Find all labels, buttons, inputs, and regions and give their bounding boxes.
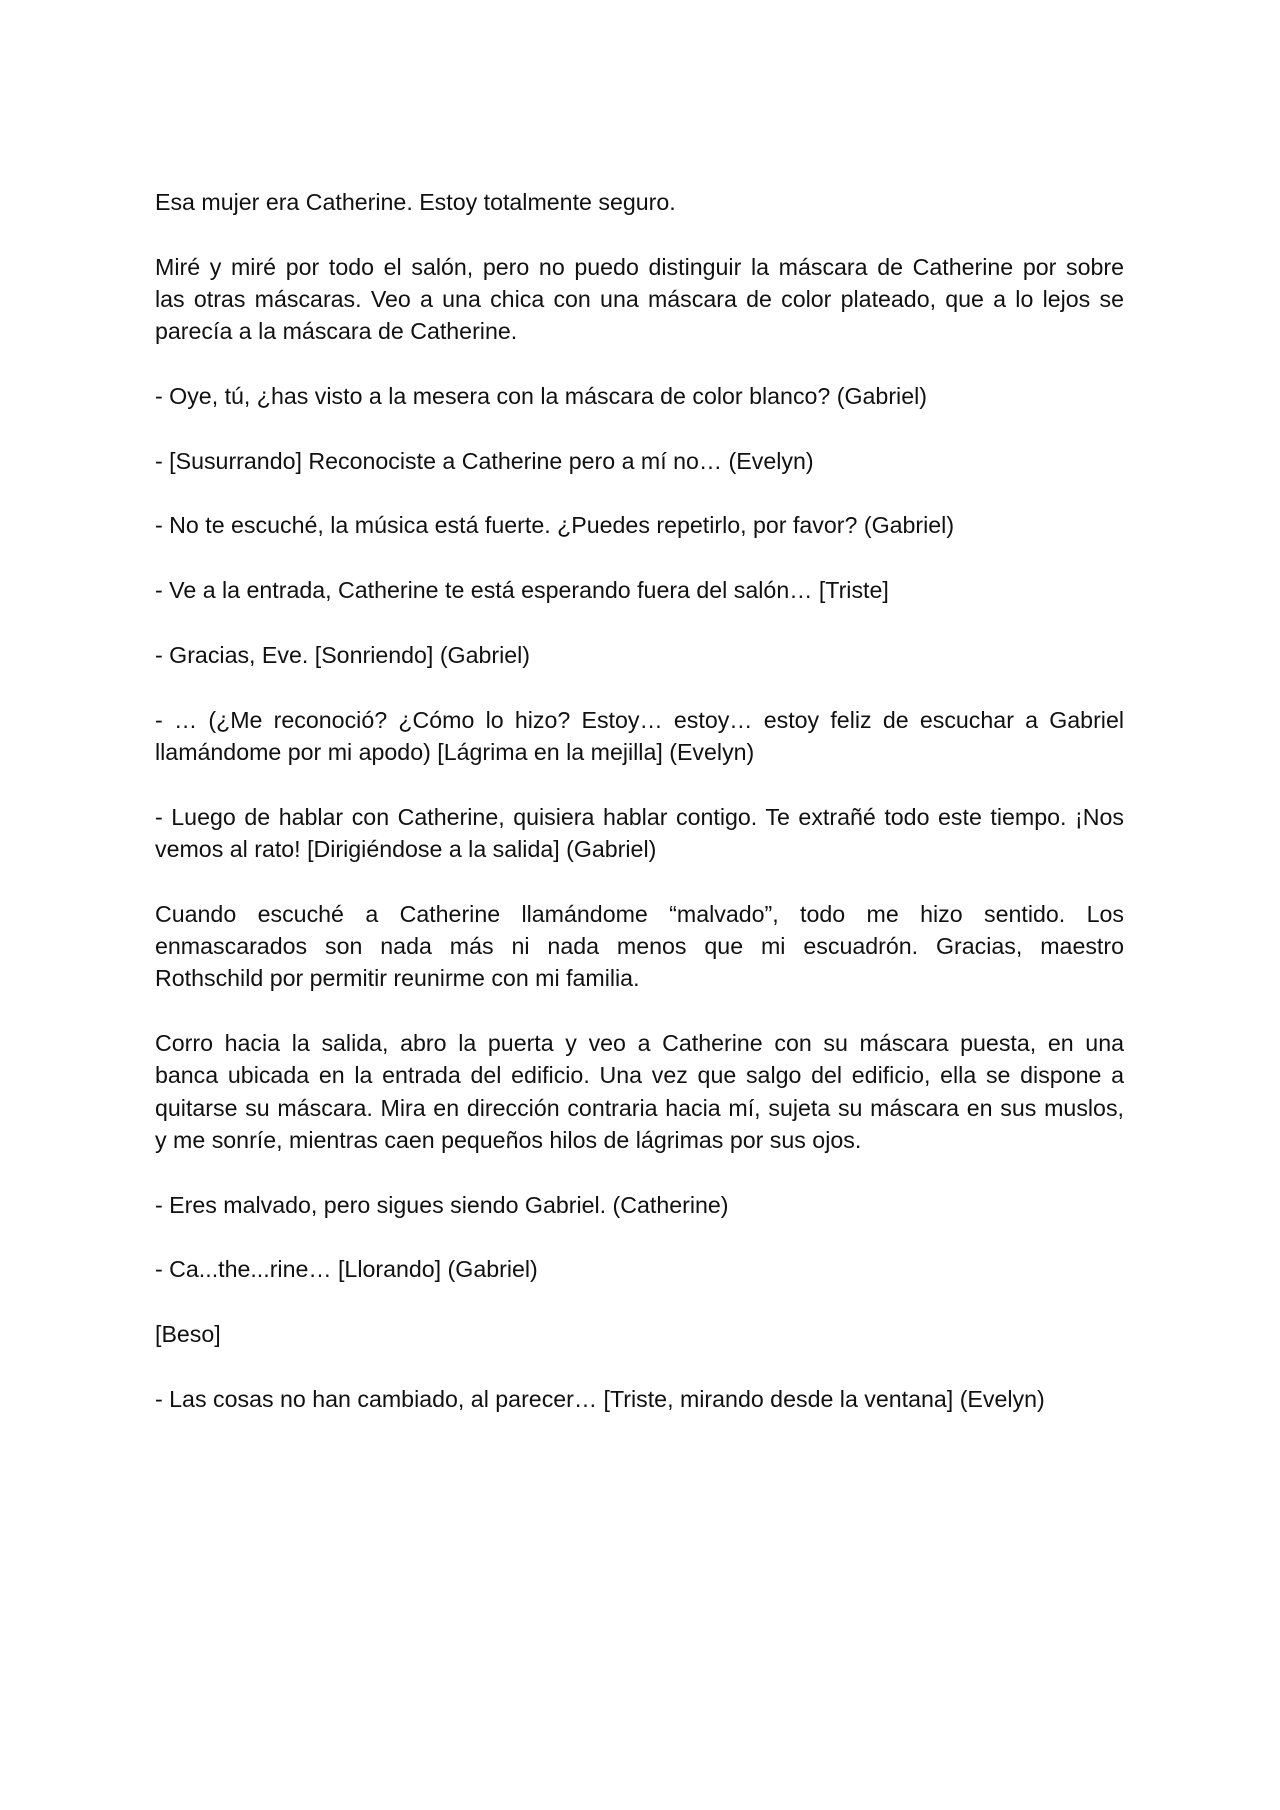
text-line: - No te escuché, la música está fuerte. ¿Puedes repetirlo, por favor? (Gabriel) bbox=[155, 512, 955, 539]
paragraph bbox=[155, 1027, 1124, 1156]
text-line: - Eres malvado, pero sigues siendo Gabriel. (Catherine) bbox=[155, 1191, 729, 1218]
dialogue-line bbox=[155, 1253, 1124, 1285]
text-line: vemos al rato! [Dirigiéndose a la salida] (Gabriel) bbox=[155, 835, 657, 862]
text-line: - Ca...the...rine… [Llorando] (Gabriel) bbox=[155, 1256, 538, 1283]
text-line: [Beso] bbox=[155, 1321, 221, 1348]
text-line: - [Susurrando] Reconociste a Catherine pero a mí no… (Evelyn) bbox=[155, 447, 814, 474]
dialogue-line bbox=[155, 639, 1124, 671]
text-line: Rothschild por permitir reunirme con mi familia. bbox=[155, 965, 640, 992]
text-line: - Las cosas no han cambiado, al parecer… [Triste, mirando desde la ventana] (Evelyn) bbox=[155, 1385, 1045, 1412]
text-line: Esa mujer era Catherine. Estoy totalmente seguro. bbox=[155, 189, 676, 215]
document-body bbox=[155, 186, 1124, 1447]
text-line: Corro hacia la salida, abro la puerta y veo a Catherine con su máscara puesta, en una bbox=[155, 1029, 1124, 1056]
text-line: enmascarados son nada más ni nada menos que mi escuadrón. Gracias, maestro bbox=[155, 932, 1124, 959]
text-line: - Gracias, Eve. [Sonriendo] (Gabriel) bbox=[155, 641, 531, 668]
text-line: y me sonríe, mientras caen pequeños hilos de lágrimas por sus ojos. bbox=[155, 1126, 862, 1153]
text-line: - Luego de hablar con Catherine, quisiera hablar contigo. Te extrañé todo este tiempo. ¡Nos bbox=[155, 803, 1124, 830]
paragraph bbox=[155, 186, 1124, 218]
stage-direction bbox=[155, 1318, 1124, 1350]
text-line: Cuando escuché a Catherine llamándome “malvado”, todo me hizo sentido. Los bbox=[155, 900, 1124, 927]
text-line: Miré y miré por todo el salón, pero no puedo distinguir la máscara de Catherine por sobre bbox=[155, 253, 1124, 280]
text-line: - Oye, tú, ¿has visto a la mesera con la máscara de color blanco? (Gabriel) bbox=[155, 383, 927, 410]
paragraph bbox=[155, 251, 1124, 348]
dialogue-line bbox=[155, 801, 1124, 866]
dialogue-line bbox=[155, 574, 1124, 606]
dialogue-line bbox=[155, 704, 1124, 769]
dialogue-line bbox=[155, 445, 1124, 477]
text-line: las otras máscaras. Veo a una chica con una máscara de color plateado, que a lo lejos se bbox=[155, 286, 1124, 313]
dialogue-line bbox=[155, 1189, 1124, 1221]
text-line: llamándome por mi apodo) [Lágrima en la mejilla] (Evelyn) bbox=[155, 738, 755, 765]
paragraph bbox=[155, 898, 1124, 995]
dialogue-line bbox=[155, 509, 1124, 541]
text-line: parecía a la máscara de Catherine. bbox=[155, 318, 518, 345]
text-line: - … (¿Me reconoció? ¿Cómo lo hizo? Estoy… estoy… estoy feliz de escuchar a Gabriel bbox=[155, 706, 1124, 733]
dialogue-line bbox=[155, 1383, 1124, 1415]
text-line: quitarse su máscara. Mira en dirección contraria hacia mí, sujeta su máscara en sus muslos, bbox=[155, 1094, 1124, 1121]
text-line: banca ubicada en la entrada del edificio. Una vez que salgo del edificio, ella se dispone a bbox=[155, 1062, 1124, 1089]
text-line: - Ve a la entrada, Catherine te está esperando fuera del salón… [Triste] bbox=[155, 577, 889, 604]
dialogue-line bbox=[155, 380, 1124, 412]
